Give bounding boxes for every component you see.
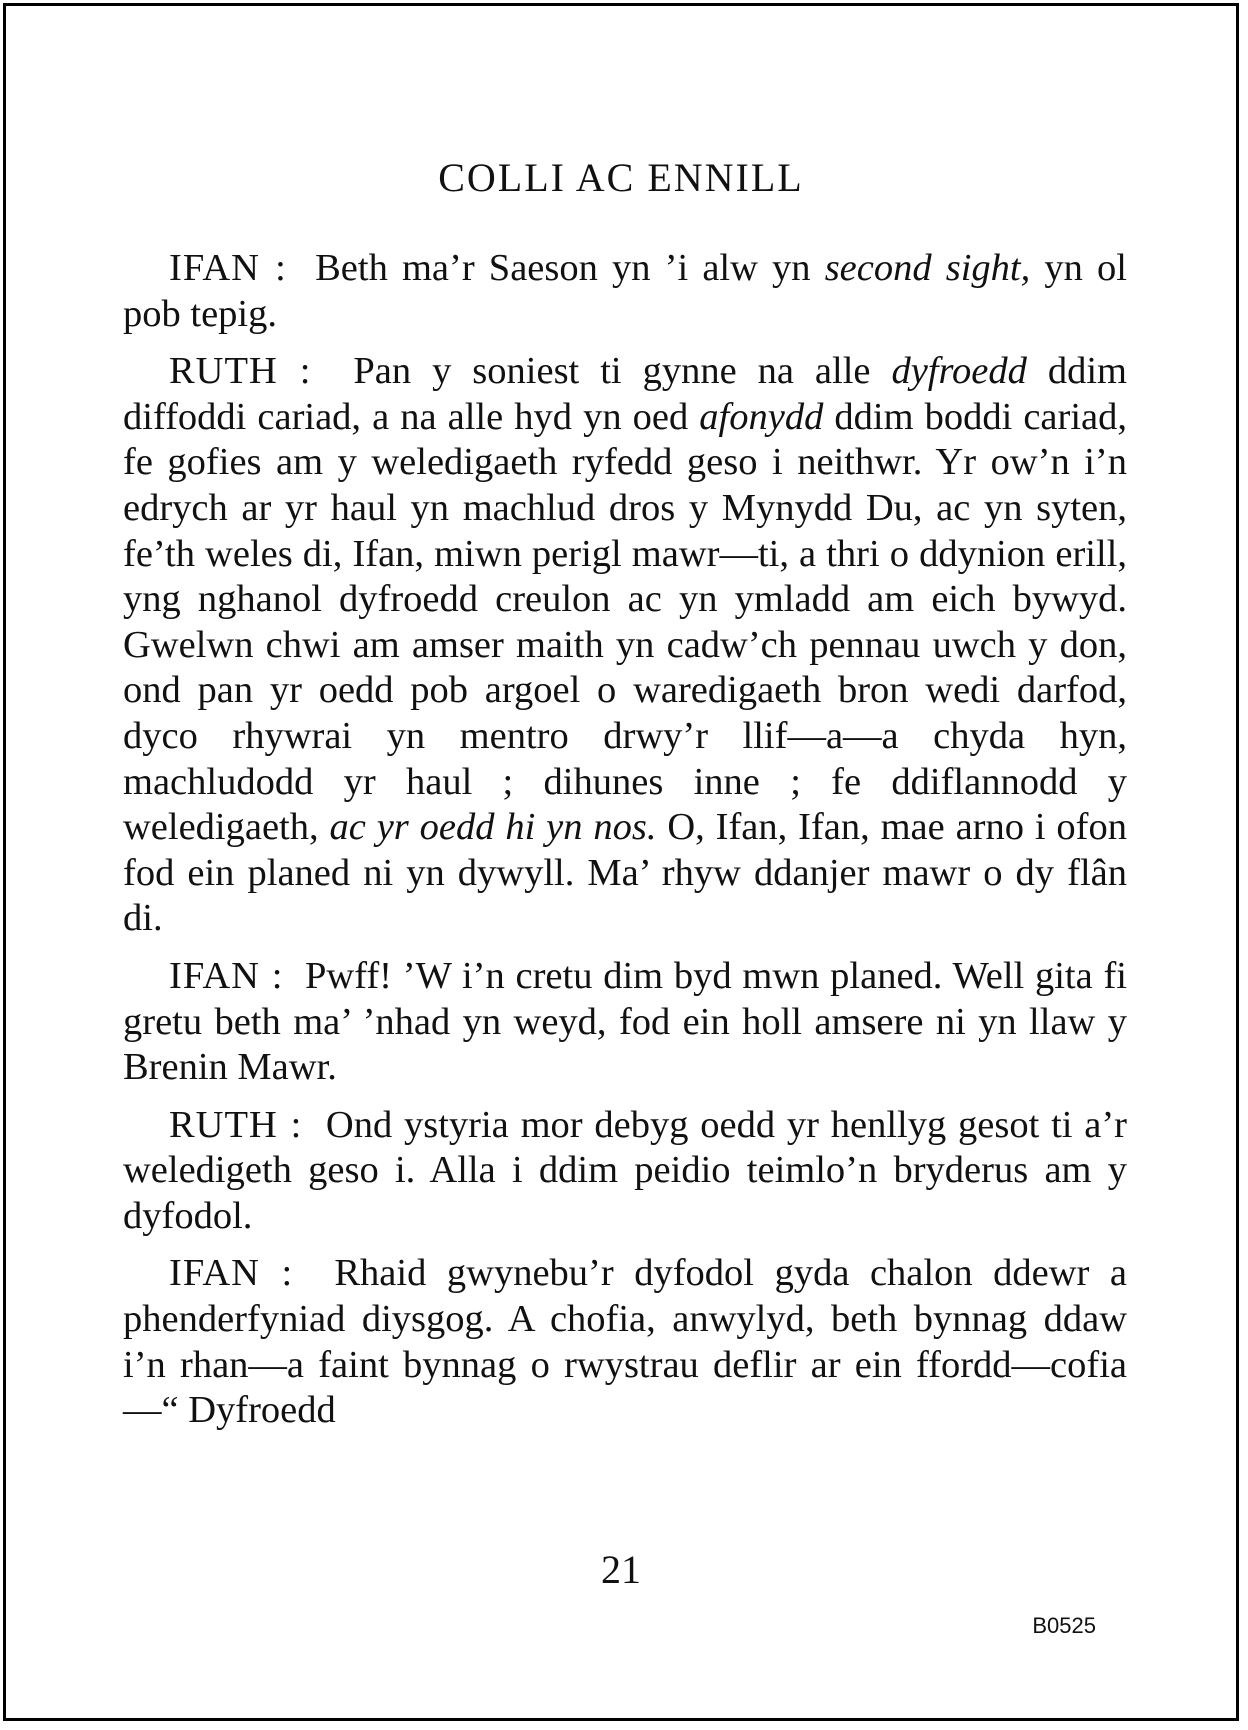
speaker-name: IFAN : (169, 247, 287, 289)
dialogue-text: yn ol pob tepig. (123, 247, 1127, 335)
play-text (123, 246, 1127, 1446)
italic-phrase: second sight, (824, 247, 1031, 289)
dialogue-text: Pan y soniest ti gynne na alle (353, 350, 892, 393)
page-title: COLLI AC ENNILL (438, 155, 804, 200)
page-number: 21 (601, 1547, 641, 1592)
page-frame (3, 3, 1239, 1721)
dialogue-paragraph-3 (123, 954, 1127, 1091)
reference-code: B0525 (1032, 1613, 1096, 1638)
speaker-name: IFAN : (169, 954, 284, 997)
dialogue-paragraph-2 (123, 349, 1127, 942)
dialogue-text: Ond ystyria mor debyg oedd yr henllyg gesot ti a’r weledigeth geso i. Alla i ddim peidio teimlo’n bryderus am y dyfodol. (123, 1103, 1128, 1237)
dialogue-paragraph-1 (123, 246, 1127, 337)
dialogue-paragraph-5 (123, 1251, 1127, 1433)
dialogue-text: Pwff! ’W i’n cretu dim byd mwn planed. Well gita fi gretu beth ma’ ’nhad yn weyd, fod ein holl amsere ni yn llaw y Brenin Mawr. (123, 954, 1128, 1089)
speaker-name: RUTH : (169, 1103, 303, 1146)
dialogue-text: Beth ma’r Saeson yn ’i alw yn (315, 247, 825, 289)
dialogue-text: ddim diffoddi cariad, a na alle hyd yn oed (123, 350, 1127, 438)
italic-phrase: ac yr oedd hi yn nos. (329, 806, 657, 849)
italic-phrase: afonydd (699, 395, 824, 438)
speaker-name: IFAN : (169, 1252, 294, 1295)
speaker-name: RUTH : (169, 350, 312, 393)
dialogue-paragraph-4 (123, 1103, 1127, 1240)
italic-phrase: dyfroedd (891, 350, 1027, 393)
dialogue-text: ddim boddi cariad, fe gofies am y weledigaeth ryfedd geso i neithwr. Yr ow’n i’n edrych ar yr haul yn machlud dros y Mynydd Du, ac yn syten, fe’th weles di, Ifan, miwn perigl mawr—ti, a thri o ddynion erill, yng nghanol dyfroedd creulon ac yn ymladd am eich bywyd. Gwelwn chwi am amser maith yn cadw’ch pennau uwch y don, ond pan yr oedd pob argoel o waredigaeth bron wedi darfod, dyco rhywrai yn mentro drwy’r llif—a—a chyda hyn, machludodd yr haul ; dihunes inne ; fe ddiflannodd y weledigaeth, (123, 395, 1127, 849)
dialogue-text: O, Ifan, Ifan, mae arno i ofon fod ein planed ni yn dywyll. Ma’ rhyw ddanjer mawr o dy flân di. (123, 806, 1128, 940)
dialogue-text: Rhaid gwynebu’r dyfodol gyda chalon ddewr a phenderfyniad diysgog. A chofia, anwylyd, beth bynnag ddaw i’n rhan—a faint bynnag o rwystrau deflir ar ein ffordd—cofia—“ Dyfroedd (123, 1252, 1128, 1432)
